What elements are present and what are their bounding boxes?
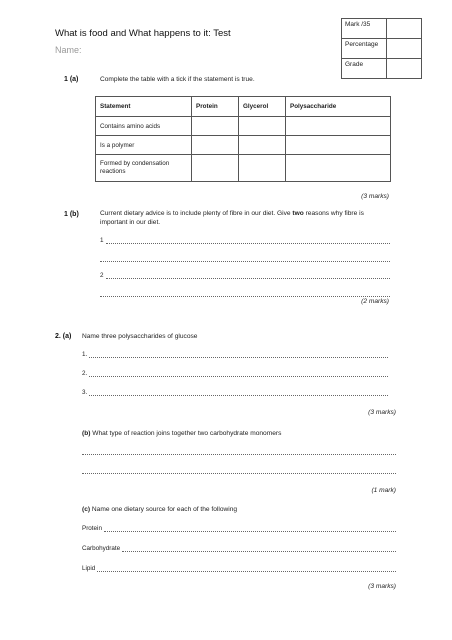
q2a-answer-1[interactable] <box>82 351 388 358</box>
q1b-line-1-number: 1 <box>100 237 104 244</box>
q2a-number: 2. (a) <box>55 333 72 340</box>
q2b-answer-line-1[interactable] <box>82 448 396 455</box>
grade-label: Grade <box>342 59 387 79</box>
col-statement: Statement <box>96 97 192 117</box>
row-statement: Formed by condensation reactions <box>96 155 192 182</box>
q1b-text-after: reasons why fibre is important in our diet. <box>100 210 364 226</box>
q2b-marks: (1 mark) <box>371 487 396 494</box>
marks-row <box>342 19 422 39</box>
grade-value[interactable] <box>387 59 422 79</box>
q1b-number: 1 (b) <box>64 211 79 218</box>
tick-cell[interactable] <box>286 155 391 182</box>
marks-box <box>341 18 422 79</box>
q2c-marks: (3 marks) <box>368 583 396 590</box>
q2c-text: Name one dietary source for each of the following <box>91 506 238 513</box>
q2a-item-3: 3. <box>82 389 88 396</box>
tick-cell[interactable] <box>239 117 286 136</box>
q2a-item-2: 2. <box>82 370 88 377</box>
q1b-text-bold: two <box>292 210 304 217</box>
q1b-answer-line-1b[interactable] <box>100 255 390 262</box>
percentage-row <box>342 39 422 59</box>
table-row <box>96 136 391 155</box>
q2b-question <box>82 430 281 437</box>
mark-value[interactable] <box>387 19 422 39</box>
q2c-answer-lipid[interactable] <box>82 565 396 572</box>
table-row <box>96 117 391 136</box>
q2b-answer-line-2[interactable] <box>82 467 396 474</box>
q1a-instruction: Complete the table with a tick if the statement is true. <box>100 76 255 83</box>
q2c-label: (c) <box>82 506 91 513</box>
q2c-question <box>82 506 237 513</box>
grade-row <box>342 59 422 79</box>
q1b-answer-line-2b[interactable] <box>100 290 390 297</box>
q2a-item-1: 1. <box>82 351 88 358</box>
statement-table <box>95 96 391 182</box>
row-statement: Is a polymer <box>96 136 192 155</box>
q2c-answer-protein[interactable] <box>82 525 396 532</box>
q2b-text: What type of reaction joins together two carbohydrate monomers <box>92 430 282 437</box>
q1b-line-2-number: 2 <box>100 272 104 279</box>
tick-cell[interactable] <box>239 136 286 155</box>
row-statement: Contains amino acids <box>96 117 192 136</box>
percentage-value[interactable] <box>387 39 422 59</box>
mark-label: Mark /35 <box>342 19 387 39</box>
tick-cell[interactable] <box>192 136 239 155</box>
q1b-answer-line-2[interactable] <box>100 272 390 279</box>
table-header-row <box>96 97 391 117</box>
tick-cell[interactable] <box>286 117 391 136</box>
q2c-item-carbohydrate: Carbohydrate <box>82 545 121 552</box>
q2c-answer-carbohydrate[interactable] <box>82 545 396 552</box>
tick-cell[interactable] <box>192 117 239 136</box>
q1b-answer-line-1[interactable] <box>100 237 390 244</box>
q1b-marks: (2 marks) <box>361 298 389 305</box>
name-label: Name: <box>55 45 82 55</box>
tick-cell[interactable] <box>286 136 391 155</box>
q1a-marks: (3 marks) <box>361 193 389 200</box>
q2b-label: (b) <box>82 430 91 437</box>
table-row <box>96 155 391 182</box>
col-protein: Protein <box>192 97 239 117</box>
q2c-item-protein: Protein <box>82 525 102 532</box>
q1b-question <box>100 210 390 228</box>
q2a-answer-2[interactable] <box>82 370 388 377</box>
percentage-label: Percentage <box>342 39 387 59</box>
col-polysaccharide: Polysaccharide <box>286 97 391 117</box>
tick-cell[interactable] <box>192 155 239 182</box>
tick-cell[interactable] <box>239 155 286 182</box>
q2a-marks: (3 marks) <box>368 409 396 416</box>
q2a-question: Name three polysaccharides of glucose <box>82 333 198 340</box>
page-title: What is food and What happens to it: Test <box>55 28 231 39</box>
q1b-text-before: Current dietary advice is to include plenty of fibre in our diet. Give <box>100 210 293 217</box>
q1a-number: 1 (a) <box>64 76 79 83</box>
q2a-answer-3[interactable] <box>82 389 388 396</box>
q2c-item-lipid: Lipid <box>82 565 96 572</box>
col-glycerol: Glycerol <box>239 97 286 117</box>
